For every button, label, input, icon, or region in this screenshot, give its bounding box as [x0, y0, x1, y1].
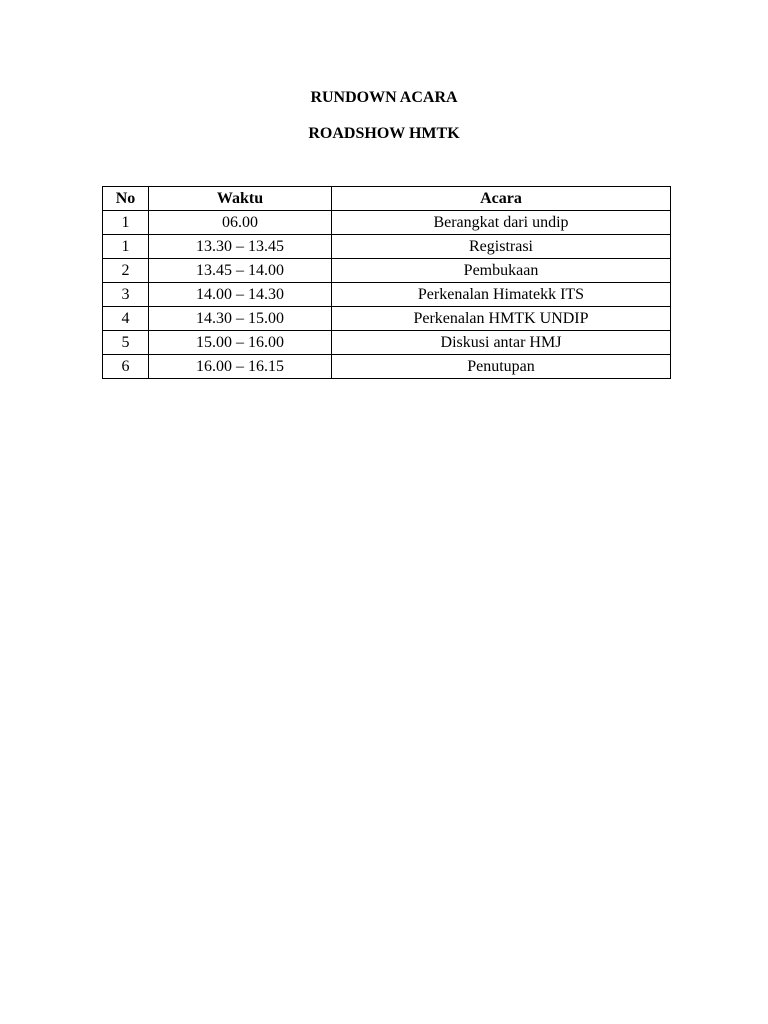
cell-waktu: 13.45 – 14.00 [149, 259, 332, 283]
cell-no: 4 [103, 307, 149, 331]
header-acara: Acara [332, 187, 671, 211]
table-row [103, 307, 671, 331]
table-header-row [103, 187, 671, 211]
cell-no: 1 [103, 235, 149, 259]
cell-waktu: 15.00 – 16.00 [149, 331, 332, 355]
table-row [103, 331, 671, 355]
cell-waktu: 06.00 [149, 211, 332, 235]
cell-acara: Registrasi [332, 235, 671, 259]
table-row [103, 259, 671, 283]
document-subtitle: ROADSHOW HMTK [308, 125, 460, 142]
cell-waktu: 14.30 – 15.00 [149, 307, 332, 331]
cell-no: 1 [103, 211, 149, 235]
table-row [103, 211, 671, 235]
rundown-table [102, 186, 671, 379]
cell-acara: Pembukaan [332, 259, 671, 283]
cell-no: 5 [103, 331, 149, 355]
header-waktu: Waktu [149, 187, 332, 211]
cell-waktu: 16.00 – 16.15 [149, 355, 332, 379]
cell-no: 6 [103, 355, 149, 379]
table-row [103, 235, 671, 259]
table-row [103, 355, 671, 379]
cell-acara: Diskusi antar HMJ [332, 331, 671, 355]
table-row [103, 283, 671, 307]
cell-no: 3 [103, 283, 149, 307]
cell-acara: Perkenalan HMTK UNDIP [332, 307, 671, 331]
cell-waktu: 14.00 – 14.30 [149, 283, 332, 307]
cell-acara: Perkenalan Himatekk ITS [332, 283, 671, 307]
header-no: No [103, 187, 149, 211]
cell-no: 2 [103, 259, 149, 283]
cell-waktu: 13.30 – 13.45 [149, 235, 332, 259]
cell-acara: Penutupan [332, 355, 671, 379]
document-title: RUNDOWN ACARA [310, 89, 458, 106]
cell-acara: Berangkat dari undip [332, 211, 671, 235]
